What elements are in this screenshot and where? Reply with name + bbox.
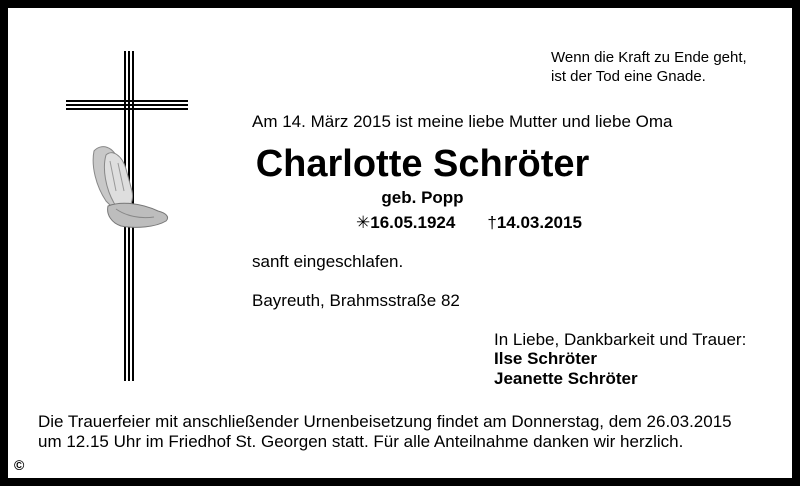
birth-symbol: ✳ xyxy=(356,213,371,232)
funeral-line-2: um 12.15 Uhr im Friedhof St. Georgen statt. Für alle Anteilnahme danken wir herzlich. xyxy=(38,432,684,451)
quote-line-2: ist der Tod eine Gnade. xyxy=(551,68,706,85)
death-date: 14.03.2015 xyxy=(496,213,582,232)
maiden-name: geb. Popp xyxy=(381,188,464,207)
obituary-card xyxy=(8,8,792,478)
deceased-name: Charlotte Schröter xyxy=(255,143,590,185)
cross-icon xyxy=(66,51,196,391)
death-symbol: † xyxy=(487,213,497,232)
mourner-name: Jeanette Schröter xyxy=(494,369,638,388)
address: Bayreuth, Brahmsstraße 82 xyxy=(252,291,460,310)
funeral-notice xyxy=(38,412,732,452)
intro-text: Am 14. März 2015 ist meine liebe Mutter und liebe Oma xyxy=(252,112,673,131)
mourner-name: Ilse Schröter xyxy=(494,349,597,368)
mourners-intro: In Liebe, Dankbarkeit und Trauer: xyxy=(494,330,747,349)
asleep-text: sanft eingeschlafen. xyxy=(252,252,404,271)
life-dates xyxy=(356,213,582,233)
copyright-mark: © xyxy=(14,457,25,473)
quote xyxy=(551,48,747,86)
birth-date: 16.05.1924 xyxy=(370,213,456,232)
mourner-names xyxy=(494,349,638,389)
quote-line-1: Wenn die Kraft zu Ende geht, xyxy=(551,49,747,66)
funeral-line-1: Die Trauerfeier mit anschließender Urnenbeisetzung findet am Donnerstag, dem 26.03.2015 xyxy=(38,412,732,431)
